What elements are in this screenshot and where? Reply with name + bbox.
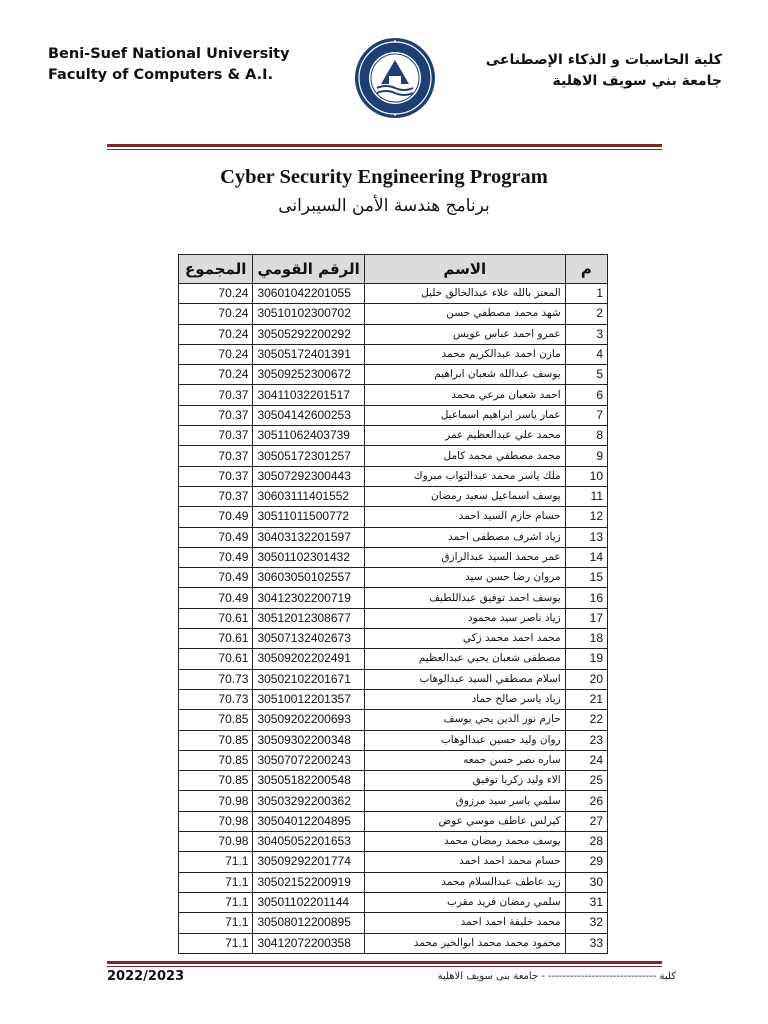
table-row (179, 284, 608, 304)
cell-total: 70.37 (179, 405, 253, 425)
header-divider-thin (107, 149, 662, 150)
cell-name: يوسف محمد رمضان محمد (364, 832, 565, 852)
cell-name: احمد شعبان مرعي محمد (364, 385, 565, 405)
cell-name: محمود محمد محمد ابوالخير محمد (364, 933, 565, 953)
table-row (179, 304, 608, 324)
cell-total: 70.37 (179, 426, 253, 446)
header-national-id: الرقم القومي (253, 255, 364, 284)
table-row (179, 689, 608, 709)
cell-national-id: 30509202200693 (253, 710, 364, 730)
cell-total: 70.98 (179, 791, 253, 811)
cell-name: يوسف اسماعيل سعيد رمضان (364, 486, 565, 506)
table-row (179, 669, 608, 689)
cell-number: 16 (565, 588, 607, 608)
cell-number: 3 (565, 324, 607, 344)
cell-total: 71.1 (179, 933, 253, 953)
cell-total: 70.98 (179, 811, 253, 831)
cell-total: 70.61 (179, 629, 253, 649)
table-row (179, 446, 608, 466)
cell-total: 70.85 (179, 730, 253, 750)
cell-national-id: 30505292200292 (253, 324, 364, 344)
cell-number: 19 (565, 649, 607, 669)
cell-name: محمد احمد محمد زكي (364, 629, 565, 649)
cell-number: 26 (565, 791, 607, 811)
cell-number: 17 (565, 608, 607, 628)
cell-name: سلمي ياسر سيد مرزوق (364, 791, 565, 811)
header-total: المجموع (179, 255, 253, 284)
cell-name: كيرلس عاطف موسي عوض (364, 811, 565, 831)
table-row (179, 547, 608, 567)
cell-national-id: 30411032201517 (253, 385, 364, 405)
cell-name: مروان رضا حسن سيد (364, 568, 565, 588)
program-title-en: Cyber Security Engineering Program (220, 166, 548, 188)
table-row (179, 933, 608, 953)
cell-total: 70.24 (179, 304, 253, 324)
table-row (179, 649, 608, 669)
cell-name: زياد اشرف مصطفى احمد (364, 527, 565, 547)
cell-total: 70.61 (179, 608, 253, 628)
students-table (178, 254, 608, 954)
cell-national-id: 30603111401552 (253, 486, 364, 506)
table-row (179, 344, 608, 364)
cell-national-id: 30504142600253 (253, 405, 364, 425)
cell-national-id: 30505172401391 (253, 344, 364, 364)
table-row (179, 324, 608, 344)
cell-national-id: 30510012201357 (253, 689, 364, 709)
cell-number: 7 (565, 405, 607, 425)
cell-number: 13 (565, 527, 607, 547)
header-number: م (565, 255, 607, 284)
cell-national-id: 30509292201774 (253, 852, 364, 872)
cell-national-id: 30505172301257 (253, 446, 364, 466)
table-row (179, 872, 608, 892)
table-row (179, 791, 608, 811)
cell-total: 70.24 (179, 324, 253, 344)
cell-name: محمد خليفة احمد احمد (364, 913, 565, 933)
cell-number: 27 (565, 811, 607, 831)
cell-number: 22 (565, 710, 607, 730)
cell-total: 70.24 (179, 344, 253, 364)
table-row (179, 913, 608, 933)
cell-total: 70.24 (179, 365, 253, 385)
cell-number: 29 (565, 852, 607, 872)
cell-number: 31 (565, 892, 607, 912)
university-name-en (48, 44, 318, 86)
table-row (179, 365, 608, 385)
academic-year: 2022/2023 (107, 969, 185, 984)
cell-number: 10 (565, 466, 607, 486)
cell-number: 20 (565, 669, 607, 689)
table-row (179, 629, 608, 649)
cell-name: زيد عاطف عبدالسلام محمد (364, 872, 565, 892)
cell-national-id: 30504012204895 (253, 811, 364, 831)
cell-national-id: 30412072200358 (253, 933, 364, 953)
cell-total: 70.37 (179, 385, 253, 405)
university-seal-icon (353, 36, 437, 120)
university-name-ar (472, 50, 722, 92)
table-row (179, 486, 608, 506)
cell-national-id: 30509252300672 (253, 365, 364, 385)
cell-name: المعتز بالله علاء عبدالخالق خليل (364, 284, 565, 304)
cell-number: 1 (565, 284, 607, 304)
program-title-ar: برنامج هندسة الأمن السيبرانى (278, 196, 490, 216)
cell-name: مازن احمد عبدالكريم محمد (364, 344, 565, 364)
cell-number: 18 (565, 629, 607, 649)
table-row (179, 771, 608, 791)
university-name-line: Beni-Suef National University (48, 46, 290, 62)
cell-national-id: 30511062403739 (253, 426, 364, 446)
cell-number: 4 (565, 344, 607, 364)
cell-number: 8 (565, 426, 607, 446)
cell-national-id: 30511011500772 (253, 507, 364, 527)
cell-name: زياد ياسر صالح حماد (364, 689, 565, 709)
cell-total: 71.1 (179, 872, 253, 892)
cell-name: الاء وليد زكريا توفيق (364, 771, 565, 791)
cell-number: 32 (565, 913, 607, 933)
cell-name: عمر محمد السيد عبدالرازق (364, 547, 565, 567)
cell-name: حسام محمد احمد احمد (364, 852, 565, 872)
table-row (179, 730, 608, 750)
cell-national-id: 30412302200719 (253, 588, 364, 608)
cell-name: يوسف احمد توفيق عبداللطيف (364, 588, 565, 608)
cell-number: 33 (565, 933, 607, 953)
cell-total: 70.85 (179, 771, 253, 791)
cell-national-id: 30403132201597 (253, 527, 364, 547)
table-row (179, 405, 608, 425)
cell-total: 71.1 (179, 892, 253, 912)
cell-name: محمد علي عبدالعظيم عمر (364, 426, 565, 446)
cell-total: 70.98 (179, 832, 253, 852)
cell-national-id: 30505182200548 (253, 771, 364, 791)
footer-divider (107, 961, 662, 964)
cell-national-id: 30507292300443 (253, 466, 364, 486)
cell-national-id: 30509202202491 (253, 649, 364, 669)
cell-number: 21 (565, 689, 607, 709)
cell-total: 70.61 (179, 649, 253, 669)
cell-total: 70.49 (179, 547, 253, 567)
cell-total: 70.24 (179, 284, 253, 304)
cell-national-id: 30502102201671 (253, 669, 364, 689)
table-row (179, 892, 608, 912)
cell-name: محمد مصطفي محمد كامل (364, 446, 565, 466)
cell-number: 30 (565, 872, 607, 892)
cell-name: عمرو احمد عباس عويس (364, 324, 565, 344)
cell-national-id: 30508012200895 (253, 913, 364, 933)
cell-national-id: 30601042201055 (253, 284, 364, 304)
cell-name: ملك ياسر محمد عبدالتواب مبروك (364, 466, 565, 486)
cell-national-id: 30501102201144 (253, 892, 364, 912)
table-row (179, 527, 608, 547)
cell-name: حازم نور الدين يحي يوسف (364, 710, 565, 730)
cell-number: 24 (565, 750, 607, 770)
cell-number: 15 (565, 568, 607, 588)
cell-number: 28 (565, 832, 607, 852)
cell-national-id: 30503292200362 (253, 791, 364, 811)
cell-national-id: 30509302200348 (253, 730, 364, 750)
faculty-name-ar-line: كلية الحاسبات و الذكاء الإصطناعى (485, 52, 722, 68)
table-row (179, 710, 608, 730)
table-row (179, 466, 608, 486)
cell-national-id: 30507072200243 (253, 750, 364, 770)
table-row (179, 832, 608, 852)
cell-total: 70.49 (179, 527, 253, 547)
cell-number: 23 (565, 730, 607, 750)
cell-number: 5 (565, 365, 607, 385)
cell-national-id: 30405052201653 (253, 832, 364, 852)
cell-total: 70.73 (179, 689, 253, 709)
footer-divider-thin (107, 966, 662, 967)
cell-number: 11 (565, 486, 607, 506)
table-row (179, 588, 608, 608)
cell-total: 70.49 (179, 507, 253, 527)
table-header-row (179, 255, 608, 284)
cell-total: 70.37 (179, 486, 253, 506)
cell-national-id: 30510102300702 (253, 304, 364, 324)
cell-name: يوسف عبدالله شعبان ابراهيم (364, 365, 565, 385)
cell-national-id: 30502152200919 (253, 872, 364, 892)
header-divider (107, 144, 662, 147)
table-body (179, 284, 608, 954)
cell-total: 70.85 (179, 750, 253, 770)
cell-name: ساره نصر حسن جمعه (364, 750, 565, 770)
cell-national-id: 30603050102557 (253, 568, 364, 588)
cell-name: عمار ياسر ابراهيم اسماعيل (364, 405, 565, 425)
table-row (179, 750, 608, 770)
cell-total: 71.1 (179, 913, 253, 933)
cell-total: 70.49 (179, 568, 253, 588)
cell-name: مصطفى شعبان يحيي عبدالعظيم (364, 649, 565, 669)
cell-name: اسلام مصطفي السيد عبدالوهاب (364, 669, 565, 689)
cell-number: 9 (565, 446, 607, 466)
table-row (179, 852, 608, 872)
table-row (179, 426, 608, 446)
university-name-ar-line: جامعة بني سويف الاهلية (552, 73, 722, 89)
cell-total: 70.73 (179, 669, 253, 689)
table-row (179, 811, 608, 831)
table-row (179, 608, 608, 628)
cell-total: 70.85 (179, 710, 253, 730)
cell-national-id: 30501102301432 (253, 547, 364, 567)
header-name: الاسم (364, 255, 565, 284)
cell-name: شهد محمد مصطفي حسن (364, 304, 565, 324)
cell-national-id: 30512012308677 (253, 608, 364, 628)
cell-national-id: 30507132402673 (253, 629, 364, 649)
table-row (179, 507, 608, 527)
cell-total: 71.1 (179, 852, 253, 872)
cell-total: 70.37 (179, 466, 253, 486)
cell-number: 6 (565, 385, 607, 405)
cell-total: 70.49 (179, 588, 253, 608)
cell-number: 2 (565, 304, 607, 324)
cell-name: زياد ناصر سيد محمود (364, 608, 565, 628)
cell-number: 14 (565, 547, 607, 567)
cell-name: روان وليد حسين عبدالوهاب (364, 730, 565, 750)
faculty-name-line: Faculty of Computers & A.I. (48, 67, 274, 83)
cell-total: 70.37 (179, 446, 253, 466)
cell-name: حسام حازم السيد احمد (364, 507, 565, 527)
cell-number: 12 (565, 507, 607, 527)
table-row (179, 568, 608, 588)
table-row (179, 385, 608, 405)
footer-text-ar: كلية ------------------------------ - جامعة بنى سويف الاهلية (437, 971, 676, 982)
cell-name: سلمي رمضان فريد مقرب (364, 892, 565, 912)
cell-number: 25 (565, 771, 607, 791)
